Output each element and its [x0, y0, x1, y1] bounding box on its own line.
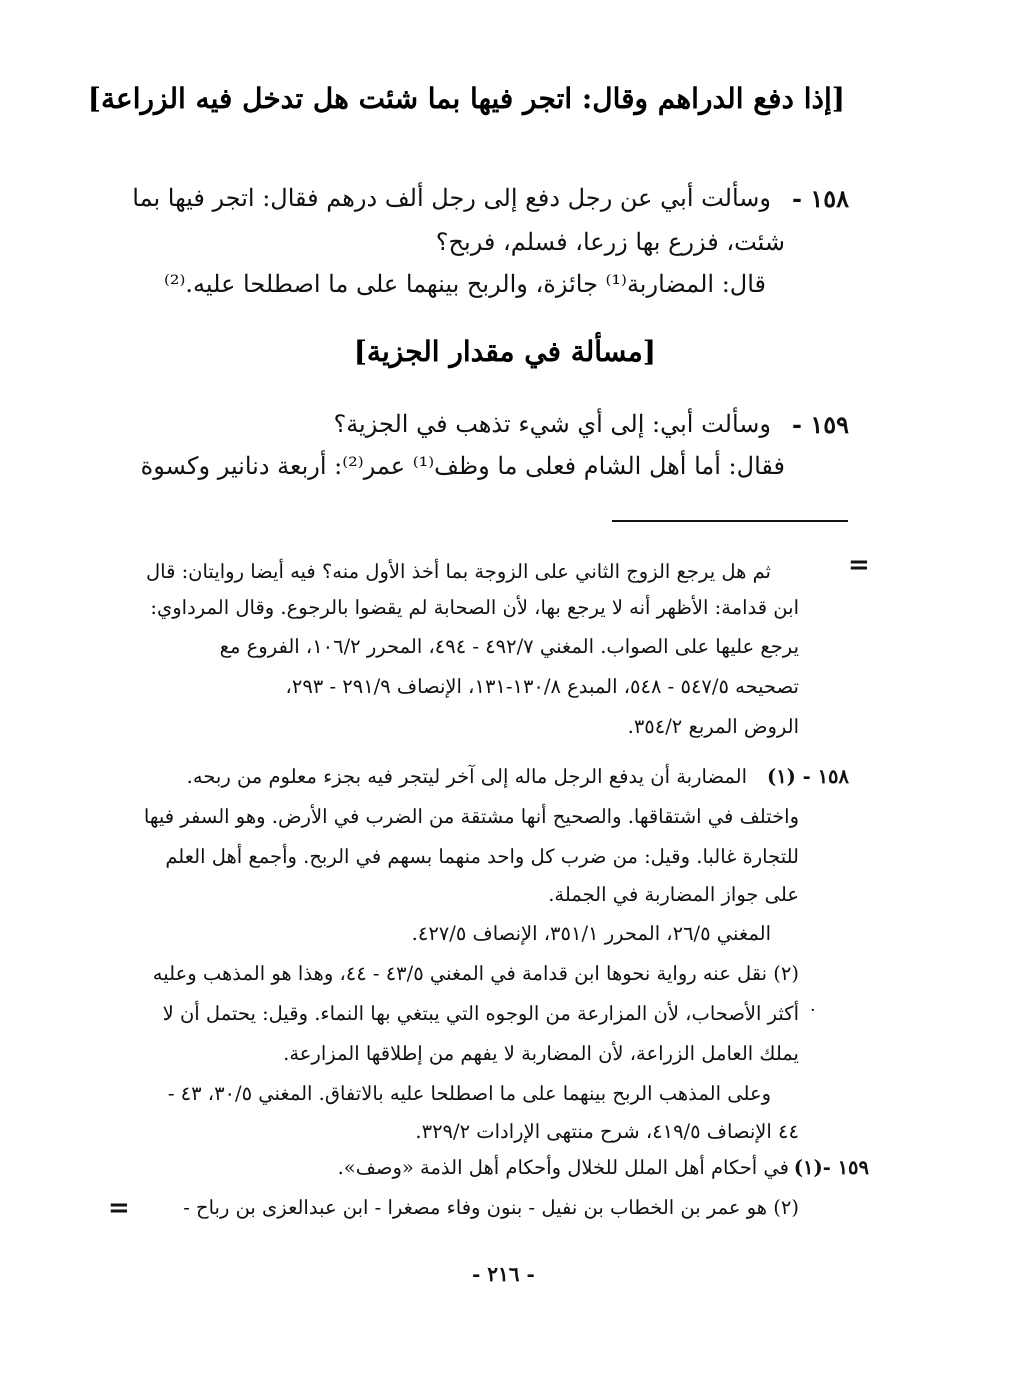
section-heading-zira-a: [إذا دفع الدراهم وقال: اتجر فيها بما شئت هل تدخل فيه الزراعة] — [87, 82, 845, 115]
footnote-158-1-line-5: المغني ٢٦/٥، المحرر ٣٥١/١، الإنصاف ٤٢٧/٥. — [411, 922, 771, 945]
page-number: - ٢١٦ - — [472, 1262, 535, 1286]
footnote-158-label: ١٥٨ - (١) — [766, 765, 849, 788]
question-158-number: ١٥٨ - — [792, 184, 849, 213]
footnote-158-1-line-2: واختلف في اشتقاقها. والصحيح أنها مشتقة من الضرب في الأرض. وهو السفر فيها — [143, 805, 799, 828]
footnote-158-2-line-3: يملك العامل الزراعة، لأن المضاربة لا يفهم من إطلاقها المزارعة. — [283, 1042, 799, 1065]
footnote-158-2-line-5: ٤٤ الإنصاف ٤١٩/٥، شرح منتهى الإرادات ٣٢٩/٢. — [415, 1120, 799, 1143]
footnote-continuation-line-5: الروض المربع ٣٥٤/٢. — [627, 715, 799, 738]
footnote-159-1: في أحكام أهل الملل للخلال وأحكام أهل الذمة «وصف». — [337, 1156, 789, 1179]
footnote-158-1-line-3: للتجارة غالبا. وقيل: من ضرب كل واحد منهما بسهم في الربح. وأجمع أهل العلم — [165, 845, 799, 868]
footnote-158-2-line-1: (٢) نقل عنه رواية نحوها ابن قدامة في المغني ٤٣/٥ - ٤٤، وهذا هو المذهب وعليه — [152, 962, 799, 985]
question-159-line-1: وسألت أبي: إلى أي شيء تذهب في الجزية؟ — [333, 410, 771, 438]
question-159-line-2: فقال: أما أهل الشام فعلى ما وظف⁽¹⁾ عمر⁽²⁾: أربعة دنانير وكسوة — [140, 452, 785, 480]
question-158-line-2: شئت، فزرع بها زرعا، فسلم، فربح؟ — [435, 228, 785, 256]
footnote-158-2-line-4: وعلى المذهب الربح بينهما على ما اصطلحا عليه بالاتفاق. المغني ٣٠/٥، ٤٣ - — [167, 1082, 771, 1105]
bullet-dot: · — [810, 1000, 816, 1021]
footnote-continuation-line-2: ابن قدامة: الأظهر أنه لا يرجع بها، لأن الصحابة لم يقضوا بالرجوع. وقال المرداوي: — [150, 596, 799, 619]
footnote-continuation-line-4: تصحيحه ٥٤٧/٥ - ٥٤٨، المبدع ١٣٠/٨-١٣١، الإنصاف ٢٩١/٩ - ٢٩٣، — [285, 675, 799, 698]
continuation-mark-bottom: = — [108, 1193, 130, 1223]
question-159-number: ١٥٩ - — [792, 410, 849, 439]
continuation-mark-top: = — [848, 550, 870, 580]
question-158-line-3: قال: المضاربة⁽¹⁾ جائزة، والربح بينهما على ما اصطلحا عليه.⁽²⁾ — [163, 270, 766, 298]
footnote-158-1-line-4: على جواز المضاربة في الجملة. — [548, 883, 799, 906]
footnote-158-1-line-1: المضاربة أن يدفع الرجل ماله إلى آخر ليتجر فيه بجزء معلوم من ربحه. — [186, 765, 747, 788]
section-heading-jizya: [مسألة في مقدار الجزية] — [353, 335, 656, 368]
question-158-line-1: وسألت أبي عن رجل دفع إلى رجل ألف درهم فقال: اتجر فيها بما — [132, 184, 771, 212]
footnote-continuation-line-1: ثم هل يرجع الزوج الثاني على الزوجة بما أخذ الأول منه؟ فيه أيضا روايتان: قال — [145, 560, 771, 583]
footnote-159-2: (٢) هو عمر بن الخطاب بن نفيل - بنون وفاء مصغرا - ابن عبدالعزى بن رباح - — [183, 1196, 799, 1219]
footnote-159-label: ١٥٩ -(١) — [793, 1156, 869, 1179]
footnote-158-2-line-2: أكثر الأصحاب، لأن المزارعة من الوجوه التي يبتغي بها النماء. وقيل: يحتمل أن لا — [162, 1002, 799, 1025]
footnote-continuation-line-3: يرجع عليها على الصواب. المغني ٤٩٢/٧ - ٤٩٤، المحرر ١٠٦/٢، الفروع مع — [219, 635, 799, 658]
footnote-separator — [612, 520, 848, 522]
